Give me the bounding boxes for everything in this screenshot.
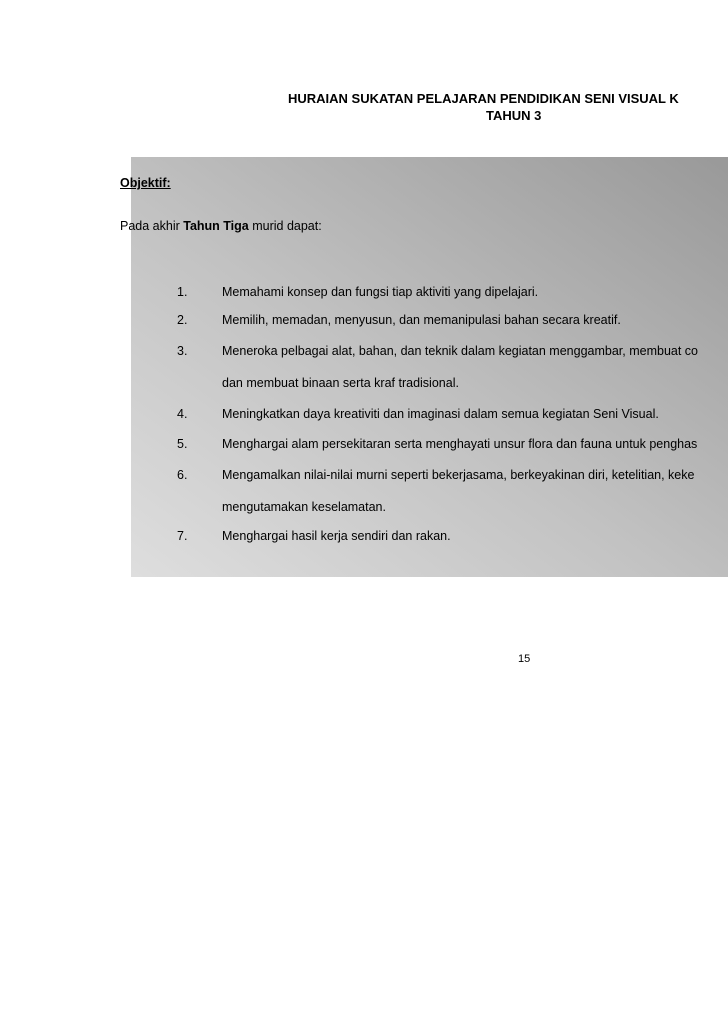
objective-number: 3. — [177, 344, 188, 358]
objective-item — [0, 285, 728, 303]
objective-text: mengutamakan keselamatan. — [222, 500, 386, 514]
objective-text: Menghargai hasil kerja sendiri dan rakan. — [222, 529, 451, 543]
objective-item — [0, 437, 728, 455]
objective-text: Memahami konsep dan fungsi tiap aktiviti yang dipelajari. — [222, 285, 539, 299]
objective-item — [0, 313, 728, 331]
title-line-1: HURAIAN SUKATAN PELAJARAN PENDIDIKAN SENI VISUAL K — [288, 91, 679, 106]
objective-item — [0, 468, 728, 486]
objectives-heading: Objektif: — [120, 176, 171, 190]
objective-text: dan membuat binaan serta kraf tradisional. — [222, 376, 459, 390]
objective-item-continuation — [0, 500, 728, 518]
objective-text: Meneroka pelbagai alat, bahan, dan teknik dalam kegiatan menggambar, membuat co — [222, 344, 698, 358]
objective-item — [0, 407, 728, 425]
objective-number: 5. — [177, 437, 188, 451]
objective-number: 7. — [177, 529, 188, 543]
objective-text: Mengamalkan nilai-nilai murni seperti bekerjasama, berkeyakinan diri, ketelitian, keke — [222, 468, 695, 482]
objectives-intro — [120, 219, 322, 233]
objective-number: 1. — [177, 285, 188, 299]
intro-bold: Tahun Tiga — [183, 219, 249, 233]
page-number: 15 — [518, 653, 531, 665]
objective-text: Menghargai alam persekitaran serta menghayati unsur flora dan fauna untuk penghas — [222, 437, 698, 451]
title-line-2: TAHUN 3 — [486, 108, 542, 123]
objective-text: Memilih, memadan, menyusun, dan memanipulasi bahan secara kreatif. — [222, 313, 621, 327]
objective-item — [0, 529, 728, 547]
intro-prefix: Pada akhir — [120, 219, 184, 233]
intro-suffix: murid dapat: — [248, 219, 322, 233]
objective-item — [0, 344, 728, 362]
objective-number: 6. — [177, 468, 188, 482]
objective-text: Meningkatkan daya kreativiti dan imaginasi dalam semua kegiatan Seni Visual. — [222, 407, 659, 421]
objective-number: 4. — [177, 407, 188, 421]
objective-item-continuation — [0, 376, 728, 394]
document-title — [288, 90, 728, 124]
objective-number: 2. — [177, 313, 188, 327]
